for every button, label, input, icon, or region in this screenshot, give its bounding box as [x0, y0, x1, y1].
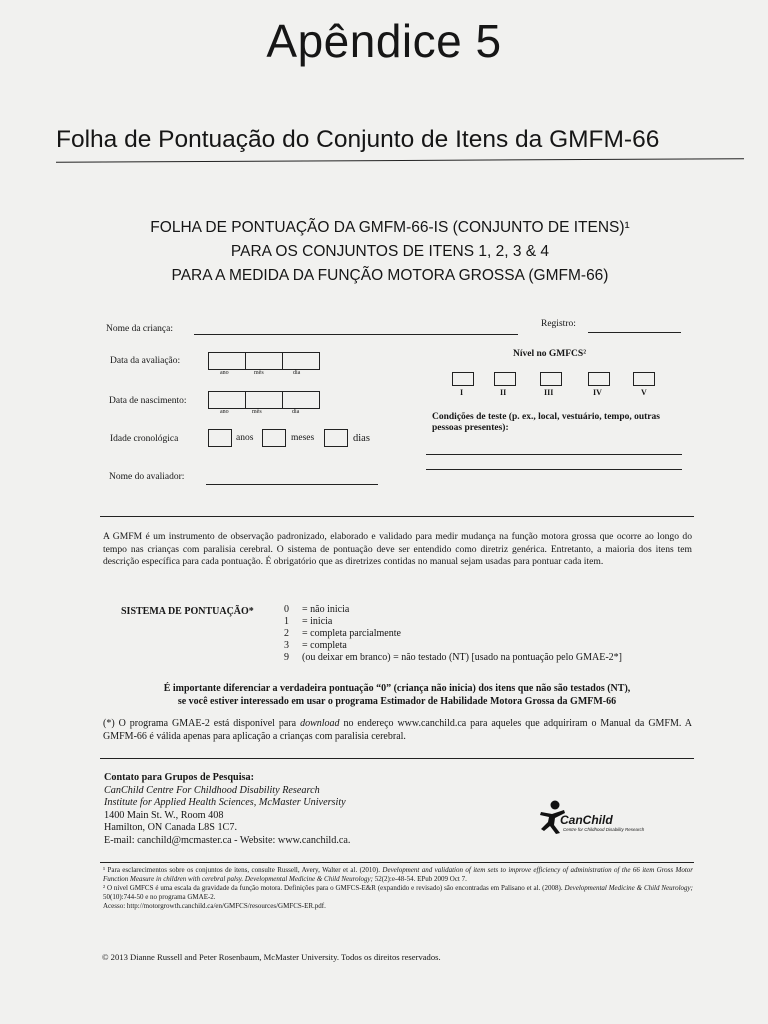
footnotes: [103, 866, 693, 911]
age-months-box[interactable]: [262, 429, 286, 447]
scoring-list: [284, 604, 622, 664]
evaluator-label: Nome do avaliador:: [109, 472, 185, 482]
footnote-1: [103, 866, 693, 884]
page-subtitle: Folha de Pontuação do Conjunto de Itens da GMFM-66: [56, 126, 660, 153]
birth-date-year-box[interactable]: [208, 391, 246, 409]
age-days-box[interactable]: [324, 429, 348, 447]
scoring-row-0: [284, 604, 622, 616]
contact-block: [104, 772, 350, 848]
eval-date-year-box[interactable]: [208, 352, 246, 370]
footnote-2-post: 50(10):744-50 e no programa GMAE-2.: [103, 893, 216, 901]
test-conditions-line-1[interactable]: [426, 454, 682, 455]
eval-date-month-box[interactable]: [245, 352, 283, 370]
form-title-line1: FOLHA DE PONTUAÇÃO DA GMFM-66-IS (CONJUNTO DE ITENS)¹: [150, 219, 630, 236]
score-code: 3: [284, 640, 289, 651]
score-text: = não inicia: [302, 604, 350, 615]
eval-date-label: Data da avaliação:: [110, 356, 181, 366]
gmfcs-box-1[interactable]: [452, 372, 474, 386]
eval-date-day-box[interactable]: [282, 352, 320, 370]
section-rule-3: [100, 862, 694, 863]
eval-date-day-caption: dia: [293, 370, 301, 376]
gmfcs-level-1: I: [460, 388, 464, 397]
program-note-post: no endereço www.canchild.ca para aqueles que adquiriram o Manual da GMFM. A GMFM-66 é válida apenas para aplicação a crianças com paralisia cerebral.: [103, 718, 693, 742]
birth-date-day-box[interactable]: [282, 391, 320, 409]
test-conditions-line-2[interactable]: [426, 469, 682, 470]
age-months-label: meses: [291, 433, 315, 443]
scoring-row-9: [284, 652, 622, 664]
important-line-1: É importante diferenciar a verdadeira pontuação “0” (criança não inicia) dos itens que não são testados (NT),: [163, 683, 631, 694]
eval-date-month-caption: mês: [254, 370, 264, 376]
important-note: [100, 682, 694, 708]
form-title: [100, 216, 680, 288]
contact-line-4: Hamilton, ON Canada L8S 1C7.: [104, 822, 237, 834]
canchild-logo: [538, 800, 688, 840]
intro-paragraph: A GMFM é um instrumento de observação padronizado, elaborado e validado para medir mudança na função motora grossa que ocorre ao longo do tempo nas crianças com paralisia cerebral. O sistema de pontuação deve ser entendido como diretriz genérica. Entretanto, a maioria dos itens tem descrição específica para cada pontuação. É obrigatório que as diretrizes contidas no manual sejam usadas para pontuar cada item.: [103, 531, 692, 568]
contact-line-2: Institute for Applied Health Sciences, McMaster University: [104, 797, 346, 809]
gmfcs-box-5[interactable]: [633, 372, 655, 386]
score-text: (ou deixar em branco) = não testado (NT) [usado na pontuação pelo GMAE-2*]: [302, 652, 622, 663]
birth-date-month-box[interactable]: [245, 391, 283, 409]
child-name-label: Nome da criança:: [106, 324, 173, 334]
score-text: = completa: [302, 640, 347, 651]
score-code: 9: [284, 652, 289, 663]
birth-date-month-caption: mês: [252, 409, 262, 415]
footnote-2-pre: ² O nível GMFCS é uma escala da gravidade da função motora. Definições para o GMFCS-E&R (expandido e revisado) são encontradas em Palisano et al. (2008).: [103, 884, 565, 892]
birth-date-year-caption: ano: [220, 409, 229, 415]
score-code: 1: [284, 616, 289, 627]
registry-label: Registro:: [541, 319, 576, 329]
score-text: = inicia: [302, 616, 333, 627]
gmfcs-box-4[interactable]: [588, 372, 610, 386]
footnote-2-italic: Developmental Medicine & Child Neurology;: [564, 884, 693, 892]
birth-date-day-caption: dia: [292, 409, 300, 415]
scoring-row-3: [284, 640, 622, 652]
score-code: 2: [284, 628, 289, 639]
section-rule-2: [100, 758, 694, 759]
contact-line-1: CanChild Centre For Childhood Disability Research: [104, 784, 320, 796]
program-note-italic: download: [300, 718, 340, 729]
score-code: 0: [284, 604, 289, 615]
chron-age-label: Idade cronológica: [110, 434, 179, 444]
scoring-label: SISTEMA DE PONTUAÇÃO*: [121, 606, 254, 617]
age-years-box[interactable]: [208, 429, 232, 447]
child-name-field[interactable]: [194, 334, 518, 335]
title-rule: [56, 158, 744, 163]
logo-name: CanChild: [560, 813, 613, 827]
gmfcs-box-2[interactable]: [494, 372, 516, 386]
gmfcs-level-2: II: [500, 388, 507, 397]
footnote-1-post: 52(2):e-48-54. EPub 2009 Oct 7.: [372, 875, 467, 883]
program-note: [103, 718, 692, 743]
footnote-2: [103, 884, 693, 902]
age-years-label: anos: [236, 433, 254, 443]
contact-title: Contato para Grupos de Pesquisa:: [104, 772, 254, 783]
contact-line-5: E-mail: canchild@mcmaster.ca - Website: www.canchild.ca.: [104, 834, 351, 846]
footnote-3: Acesso: http://motorgrowth.canchild.ca/en/GMFCS/resources/GMFCS-ER.pdf.: [103, 902, 326, 910]
score-text: = completa parcialmente: [302, 628, 401, 639]
form-title-line3: PARA A MEDIDA DA FUNÇÃO MOTORA GROSSA (GMFM-66): [171, 267, 609, 284]
scoring-row-1: [284, 616, 622, 628]
test-conditions-label: Condições de teste (p. ex., local, vestuário, tempo, outras pessoas presentes):: [432, 412, 660, 433]
registry-field[interactable]: [588, 332, 681, 333]
contact-line-3: 1400 Main St. W., Room 408: [104, 809, 224, 821]
birth-date-label: Data de nascimento:: [109, 396, 187, 406]
footnote-1-pre: ¹ Para esclarecimentos sobre os conjuntos de itens, consulte Russell, Avery, Walter et al. (2010).: [103, 866, 383, 874]
eval-date-year-caption: ano: [220, 370, 229, 376]
gmfcs-level-4: IV: [593, 388, 602, 397]
gmfcs-level-5: V: [641, 388, 647, 397]
important-line-2: se você estiver interessado em usar o programa Estimador de Habilidade Motora Grossa da GMFM-66: [177, 696, 617, 707]
logo-tagline: Centre for Childhood Disability Research: [563, 827, 645, 832]
section-rule-1: [100, 516, 694, 517]
age-days-label: dias: [353, 433, 370, 444]
gmfcs-label: Nível no GMFCS²: [513, 349, 587, 359]
scoring-row-2: [284, 628, 622, 640]
form-title-line2: PARA OS CONJUNTOS DE ITENS 1, 2, 3 & 4: [230, 243, 550, 260]
evaluator-field[interactable]: [206, 484, 378, 485]
copyright: © 2013 Dianne Russell and Peter Rosenbaum, McMaster University. Todos os direitos reservados.: [102, 952, 441, 962]
footnote-1-italic: Development and validation of item sets to improve efficiency of administration of the 66 item Gross Motor Function Measure in children with cerebral palsy. Developmental Medicine & Child Neurology;: [103, 866, 694, 883]
appendix-title: Apêndice 5: [266, 15, 502, 67]
program-note-pre: (*) O programa GMAE-2 está disponível para: [103, 718, 301, 729]
gmfcs-box-3[interactable]: [540, 372, 562, 386]
gmfcs-level-3: III: [544, 388, 554, 397]
